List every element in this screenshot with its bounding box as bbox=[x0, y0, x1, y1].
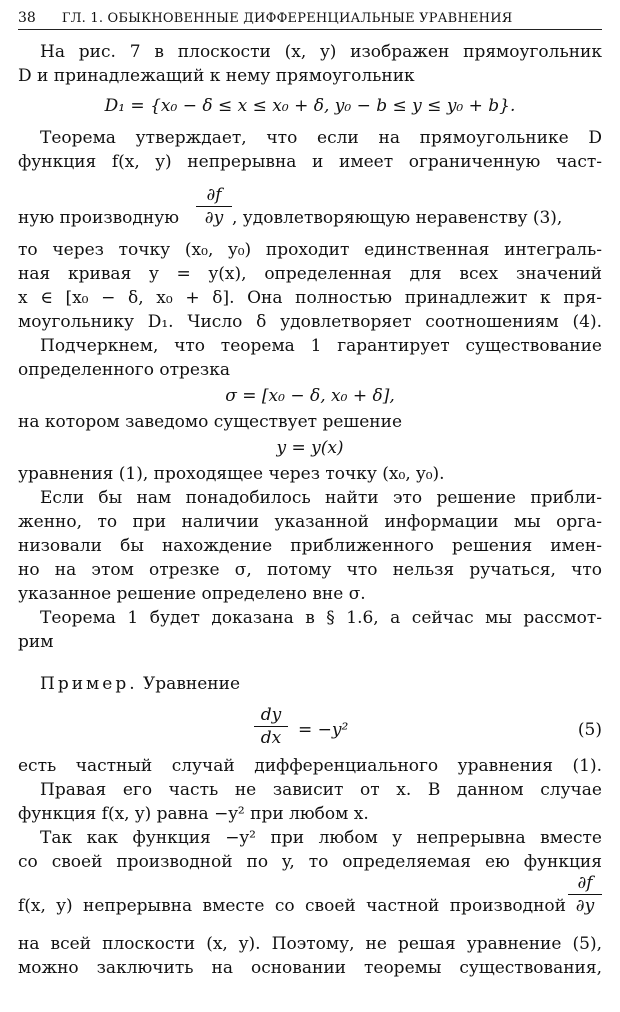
fraction-df-dy bbox=[196, 184, 232, 229]
text-line: ная кривая y = y(x), определенная для всех значений bbox=[18, 264, 602, 284]
example-label: Пример. bbox=[40, 674, 138, 694]
text-line: можно заключить на основании теоремы существования, bbox=[18, 958, 602, 978]
equation-number: (5) bbox=[577, 720, 602, 740]
running-header bbox=[18, 10, 602, 30]
text-line: f(x, y) непрерывна вместе со своей частной производной bbox=[18, 896, 566, 916]
text-line: моугольнику D₁. Число δ удовлетворяет соотношениям (4). bbox=[18, 312, 602, 332]
text-line: на всей плоскости (x, y). Поэтому, не решая уравнение (5), bbox=[18, 934, 602, 954]
text-line: со своей производной по y, то определяемая ею функция bbox=[18, 852, 602, 872]
equation-rhs: = −y² bbox=[298, 720, 349, 740]
text-line: На рис. 7 в плоскости (x, y) изображен прямоугольник bbox=[40, 42, 602, 62]
text-line: Если бы нам понадобилось найти это решение прибли- bbox=[40, 488, 602, 508]
page-number: 38 bbox=[18, 10, 36, 26]
text-line: Теорема утверждает, что если на прямоугольнике D bbox=[40, 128, 602, 148]
text-line: низовали бы нахождение приближенного решения имен- bbox=[18, 536, 602, 556]
text-line: x ∈ [x₀ − δ, x₀ + δ]. Она полностью принадлежит к пря- bbox=[18, 288, 602, 308]
fraction-df-dy-2 bbox=[568, 872, 602, 917]
fraction-numerator: ∂f bbox=[196, 184, 232, 207]
fraction-denominator: dx bbox=[260, 728, 282, 748]
text-line: уравнения (1), проходящее через точку (x₀, y₀). bbox=[18, 464, 445, 484]
text-line: то через точку (x₀, y₀) проходит единственная интеграль- bbox=[18, 240, 602, 260]
text-line: D и принадлежащий к нему прямоугольник bbox=[18, 66, 415, 86]
text-line: Так как функция −y² при любом y непрерывна вместе bbox=[40, 828, 602, 848]
text-line: функция f(x, y) равна −y² при любом x. bbox=[18, 804, 369, 824]
fraction-numerator: dy bbox=[254, 704, 288, 727]
fraction-dy-dx bbox=[254, 704, 288, 749]
example-heading bbox=[40, 672, 602, 696]
text-line: женно, то при наличии указанной информации мы орга- bbox=[18, 512, 602, 532]
text-line: ную производную bbox=[18, 208, 179, 228]
text-line: на котором заведомо существует решение bbox=[18, 412, 403, 432]
fraction-denominator: ∂y bbox=[204, 208, 224, 228]
text-line: но на этом отрезке σ, потому что нельзя ручаться, что bbox=[18, 560, 602, 580]
running-title: ГЛ. 1. ОБЫКНОВЕННЫЕ ДИФФЕРЕНЦИАЛЬНЫЕ УРАВНЕНИЯ bbox=[61, 11, 513, 26]
text-line: Теорема 1 будет доказана в § 1.6, а сейчас мы рассмот- bbox=[40, 608, 602, 628]
text-line: , удовлетворяющую неравенству (3), bbox=[232, 208, 563, 228]
formula-y: y = y(x) bbox=[276, 438, 344, 458]
text-line: функция f(x, y) непрерывна и имеет ограниченную част- bbox=[18, 152, 602, 172]
example-text: Уравнение bbox=[137, 674, 240, 694]
formula-sigma: σ = [x₀ − δ, x₀ + δ], bbox=[225, 386, 395, 406]
fraction-numerator: ∂f bbox=[568, 872, 602, 895]
text-line: есть частный случай дифференциального уравнения (1). bbox=[18, 756, 602, 776]
text-line: Правая его часть не зависит от x. В данном случае bbox=[40, 780, 602, 800]
text-line: рим bbox=[18, 632, 54, 652]
fraction-denominator: ∂y bbox=[575, 896, 595, 916]
formula-d1: D₁ = {x₀ − δ ≤ x ≤ x₀ + δ, y₀ − b ≤ y ≤ y₀ + b}. bbox=[104, 96, 516, 116]
text-line: Подчеркнем, что теорема 1 гарантирует существование bbox=[40, 336, 602, 356]
text-line: указанное решение определено вне σ. bbox=[18, 584, 366, 604]
text-line: определенного отрезка bbox=[18, 360, 230, 380]
